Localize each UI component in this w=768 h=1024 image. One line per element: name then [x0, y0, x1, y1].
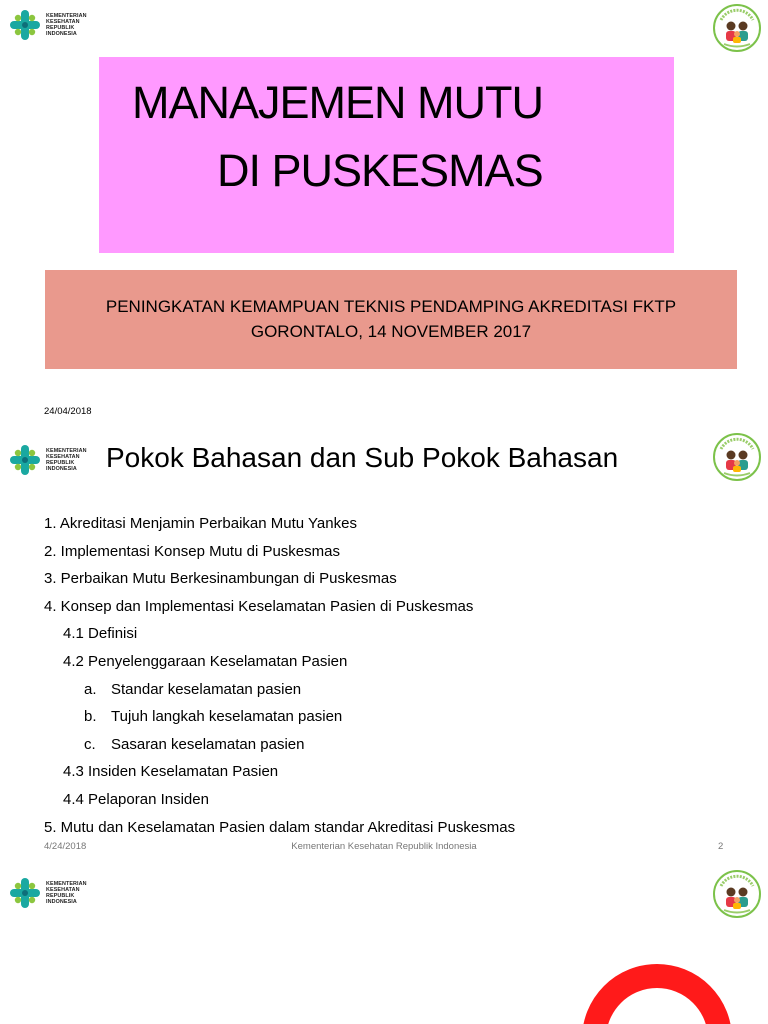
kemenkes-logo — [8, 440, 92, 480]
footer-date: 4/24/2018 — [44, 841, 87, 852]
list-item: b. Tujuh langkah keselamatan pasien — [84, 708, 343, 726]
germas-badge — [712, 432, 762, 482]
subtitle-line-2: GORONTALO, 14 NOVEMBER 2017 — [250, 322, 532, 341]
red-ring-shape — [582, 964, 732, 1024]
list-item: 4.2 Penyelenggaraan Keselamatan Pasien — [63, 652, 348, 670]
list-item: a. Standar keselamatan pasien — [84, 680, 302, 698]
kemenkes-logo — [8, 5, 92, 45]
list-item: 3. Perbaikan Mutu Berkesinambungan di Puskesmas — [44, 570, 397, 588]
list-item: c. Sasaran keselamatan pasien — [84, 735, 305, 753]
footer-organization: Kementerian Kesehatan Republik Indonesia — [291, 841, 477, 852]
title-box — [99, 57, 674, 253]
slide-2 — [0, 418, 768, 856]
topic-outline — [44, 510, 724, 841]
germas-badge — [712, 869, 762, 919]
list-item: 4.4 Pelaporan Insiden — [63, 790, 209, 808]
title-line-2: DI PUSKESMAS — [217, 145, 543, 196]
kemenkes-flower-icon — [8, 443, 42, 477]
subtitle-line-1: PENINGKATAN KEMAMPUAN TEKNIS PENDAMPING AKREDITASI FKTP — [105, 297, 677, 316]
kemenkes-logo-text: KEMENTERIAN KESEHATAN REPUBLIK INDONESIA — [46, 880, 87, 906]
kemenkes-flower-icon — [8, 876, 42, 910]
list-item: 4.3 Insiden Keselamatan Pasien — [63, 763, 279, 781]
title-line-1: MANAJEMEN MUTU — [132, 77, 543, 128]
slide-1 — [0, 0, 768, 418]
list-item: 2. Implementasi Konsep Mutu di Puskesmas — [44, 542, 340, 560]
kemenkes-flower-icon — [8, 8, 42, 42]
slide-date: 24/04/2018 — [44, 406, 92, 417]
kemenkes-logo-text: KEMENTERIAN KESEHATAN REPUBLIK INDONESIA — [46, 447, 87, 473]
germas-family-badge-icon — [712, 869, 762, 919]
slide-3 — [0, 856, 768, 1024]
list-item: 5. Mutu dan Keselamatan Pasien dalam standar Akreditasi Puskesmas — [44, 818, 516, 836]
germas-family-badge-icon — [712, 432, 762, 482]
slide-title: Pokok Bahasan dan Sub Pokok Bahasan — [106, 442, 619, 473]
list-item: 1. Akreditasi Menjamin Perbaikan Mutu Yankes — [44, 515, 357, 532]
footer-page-number: 2 — [718, 841, 724, 852]
list-item: 4.1 Definisi — [63, 625, 138, 643]
kemenkes-logo-text: KEMENTERIAN KESEHATAN REPUBLIK INDONESIA — [46, 12, 87, 38]
kemenkes-logo — [8, 873, 92, 913]
germas-badge — [712, 3, 762, 53]
germas-family-badge-icon — [712, 3, 762, 53]
list-item: 4. Konsep dan Implementasi Keselamatan Pasien di Puskesmas — [44, 597, 474, 615]
subtitle-box — [45, 270, 737, 369]
